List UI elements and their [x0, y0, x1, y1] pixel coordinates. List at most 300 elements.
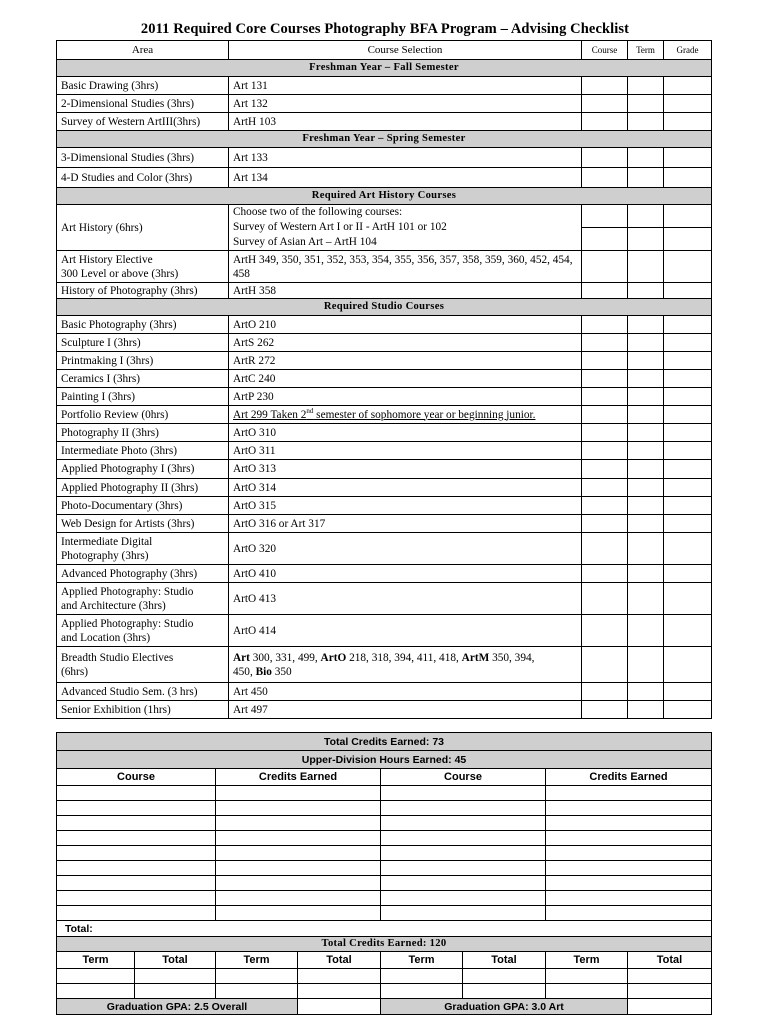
- grade-cell[interactable]: [664, 565, 712, 583]
- entry-cell[interactable]: [381, 969, 463, 984]
- course-numbers: 218, 318, 394, 411, 418,: [346, 651, 462, 664]
- course-row: [57, 77, 712, 95]
- course-row: [57, 168, 712, 188]
- course-cell: [229, 406, 582, 424]
- course-row: [57, 533, 712, 565]
- grade-cell[interactable]: [664, 683, 712, 701]
- course-row: [57, 316, 712, 334]
- entry-row: [57, 906, 712, 921]
- course-cell: ArtO 314: [229, 479, 582, 497]
- course-cell: ArtP 230: [229, 388, 582, 406]
- entry-row: [57, 801, 712, 816]
- grade-cell[interactable]: [664, 283, 712, 299]
- area-line: and Architecture (3hrs): [61, 599, 166, 612]
- course-row: [57, 615, 712, 647]
- course-check-cell[interactable]: [582, 406, 628, 424]
- area-cell: Applied Photography I (3hrs): [57, 460, 229, 479]
- course-row: [57, 583, 712, 615]
- course-check-cell[interactable]: [582, 251, 628, 283]
- entry-cell[interactable]: [463, 984, 546, 999]
- area-line: (6hrs): [61, 665, 88, 678]
- course-row: [57, 95, 712, 113]
- course-row: [57, 388, 712, 406]
- entry-row: [57, 786, 712, 801]
- course-row: [57, 406, 712, 424]
- entry-cell[interactable]: [57, 861, 216, 876]
- course-check-cell[interactable]: [582, 388, 628, 406]
- entry-cell[interactable]: [57, 876, 216, 891]
- term-col-header: Term: [216, 952, 298, 969]
- course-cell: ArtS 262: [229, 334, 582, 352]
- area-cell: Sculpture I (3hrs): [57, 334, 229, 352]
- course-row: [57, 370, 712, 388]
- area-cell: 2-Dimensional Studies (3hrs): [57, 95, 229, 113]
- grade-cell[interactable]: [664, 205, 712, 228]
- term-cell[interactable]: [628, 647, 664, 683]
- entry-cell[interactable]: [298, 969, 381, 984]
- area-line: and Location (3hrs): [61, 631, 151, 644]
- course-check-cell[interactable]: [582, 148, 628, 168]
- dept-code: Bio: [255, 665, 272, 678]
- entry-cell[interactable]: [546, 801, 712, 816]
- term-cell[interactable]: [628, 228, 664, 251]
- entry-row: [57, 861, 712, 876]
- area-cell: Basic Photography (3hrs): [57, 316, 229, 334]
- grade-cell[interactable]: [664, 388, 712, 406]
- term-col-header: Term: [57, 952, 135, 969]
- term-cell[interactable]: [628, 168, 664, 188]
- course-numbers: 300, 331, 499,: [249, 651, 321, 664]
- area-cell: History of Photography (3hrs): [57, 283, 229, 299]
- section-row: [57, 60, 712, 77]
- course-check-cell[interactable]: [582, 615, 628, 647]
- area-line: Breadth Studio Electives: [61, 651, 174, 664]
- course-check-cell[interactable]: [582, 316, 628, 334]
- total-col-header: Total: [628, 952, 712, 969]
- total-row: [57, 921, 712, 937]
- grade-cell[interactable]: [664, 533, 712, 565]
- course-row: [57, 113, 712, 131]
- course-check-cell[interactable]: [582, 533, 628, 565]
- area-cell: Painting I (3hrs): [57, 388, 229, 406]
- entry-cell[interactable]: [57, 786, 216, 801]
- area-cell: Photo-Documentary (3hrs): [57, 497, 229, 515]
- area-cell: Portfolio Review (0hrs): [57, 406, 229, 424]
- course-check-cell[interactable]: [582, 683, 628, 701]
- course-cell: Art 134: [229, 168, 582, 188]
- term-cell[interactable]: [628, 460, 664, 479]
- entry-row: [57, 846, 712, 861]
- course-row: [57, 148, 712, 168]
- area-cell: Basic Drawing (3hrs): [57, 77, 229, 95]
- entry-cell[interactable]: [546, 846, 712, 861]
- entry-cell[interactable]: [298, 984, 381, 999]
- course-row: [57, 205, 712, 228]
- area-header: Area: [57, 41, 229, 60]
- gpa-overall-value[interactable]: [298, 999, 381, 1015]
- grade-cell[interactable]: [664, 370, 712, 388]
- course-cell: Art 132: [229, 95, 582, 113]
- term-cell[interactable]: [628, 583, 664, 615]
- credits-col-header: Credits Earned: [546, 769, 712, 786]
- course-cell: Art 450: [229, 683, 582, 701]
- term-cell[interactable]: [628, 683, 664, 701]
- area-line: Art History Elective: [61, 253, 153, 266]
- course-check-cell[interactable]: [582, 460, 628, 479]
- grade-cell[interactable]: [664, 701, 712, 719]
- term-entry-row: [57, 969, 712, 984]
- section-studio-heading: Required Studio Courses: [57, 299, 712, 316]
- course-check-cell[interactable]: [582, 515, 628, 533]
- area-cell: Web Design for Artists (3hrs): [57, 515, 229, 533]
- page-title: 2011 Required Core Courses Photography BFA Program – Advising Checklist: [140, 21, 630, 37]
- term-cell[interactable]: [628, 352, 664, 370]
- term-cell[interactable]: [628, 388, 664, 406]
- entry-cell[interactable]: [57, 906, 216, 921]
- course-check-cell[interactable]: [582, 424, 628, 442]
- term-cell[interactable]: [628, 113, 664, 131]
- course-check-cell[interactable]: [582, 583, 628, 615]
- grade-cell[interactable]: [664, 442, 712, 460]
- entry-cell[interactable]: [57, 891, 216, 906]
- course-cell: ArtO 316 or Art 317: [229, 515, 582, 533]
- entry-cell[interactable]: [463, 969, 546, 984]
- course-cell: ArtO 311: [229, 442, 582, 460]
- course-row: [57, 334, 712, 352]
- area-line: Intermediate Digital: [61, 535, 153, 548]
- course-check-cell[interactable]: [582, 479, 628, 497]
- course-cell: ArtO 210: [229, 316, 582, 334]
- entry-row: [57, 816, 712, 831]
- grade-cell[interactable]: [664, 460, 712, 479]
- term-cell[interactable]: [628, 316, 664, 334]
- course-cell: ArtR 272: [229, 352, 582, 370]
- course-row: [57, 352, 712, 370]
- term-cell[interactable]: [628, 251, 664, 283]
- course-row: [57, 701, 712, 719]
- area-cell: 3-Dimensional Studies (3hrs): [57, 148, 229, 168]
- course-line: Survey of Western Art I or II - ArtH 101 or 102: [233, 221, 447, 233]
- course-row: [57, 497, 712, 515]
- course-check-cell[interactable]: [582, 113, 628, 131]
- term-cell[interactable]: [628, 533, 664, 565]
- term-header: Term: [628, 41, 664, 60]
- term-col-header: Term: [381, 952, 463, 969]
- portfolio-note: [233, 406, 536, 421]
- term-cell[interactable]: [628, 479, 664, 497]
- term-cell[interactable]: [628, 283, 664, 299]
- entry-cell[interactable]: [381, 876, 546, 891]
- area-cell: Intermediate Photo (3hrs): [57, 442, 229, 460]
- course-check-cell[interactable]: [582, 283, 628, 299]
- area-cell: Advanced Photography (3hrs): [57, 565, 229, 583]
- course-selection-header: Course Selection: [229, 41, 582, 60]
- grade-cell[interactable]: [664, 77, 712, 95]
- entry-cell[interactable]: [381, 801, 546, 816]
- entry-cell[interactable]: [216, 786, 381, 801]
- entry-cell[interactable]: [135, 984, 216, 999]
- total-label: Total:: [57, 921, 712, 937]
- entry-cell[interactable]: [628, 984, 712, 999]
- section-arthistory-heading: Required Art History Courses: [57, 188, 712, 205]
- grade-cell[interactable]: [664, 647, 712, 683]
- grade-cell[interactable]: [664, 95, 712, 113]
- total-credits-120: Total Credits Earned: 120: [57, 937, 712, 952]
- course-cell: ArtO 320: [229, 533, 582, 565]
- upper-division-header-row: [57, 769, 712, 786]
- entry-row: [57, 891, 712, 906]
- entry-cell[interactable]: [546, 816, 712, 831]
- dept-code: ArtO: [320, 651, 347, 664]
- term-cell[interactable]: [628, 565, 664, 583]
- term-cell[interactable]: [628, 701, 664, 719]
- entry-cell[interactable]: [216, 891, 381, 906]
- area-cell: Applied Photography II (3hrs): [57, 479, 229, 497]
- grade-cell[interactable]: [664, 424, 712, 442]
- area-line: Applied Photography: Studio: [61, 585, 194, 598]
- term-header-row: [57, 952, 712, 969]
- note-superscript: nd: [306, 406, 314, 415]
- course-row: [57, 479, 712, 497]
- entry-row: [57, 831, 712, 846]
- course-check-cell[interactable]: [582, 647, 628, 683]
- upper-division-hours: Upper-Division Hours Earned: 45: [57, 751, 712, 769]
- term-cell[interactable]: [628, 77, 664, 95]
- gpa-row: [57, 999, 712, 1015]
- entry-cell[interactable]: [546, 906, 712, 921]
- term-cell[interactable]: [628, 424, 664, 442]
- grade-cell[interactable]: [664, 497, 712, 515]
- grade-cell[interactable]: [664, 334, 712, 352]
- entry-cell[interactable]: [57, 831, 216, 846]
- grade-cell[interactable]: [664, 148, 712, 168]
- entry-cell[interactable]: [381, 984, 463, 999]
- entry-cell[interactable]: [546, 831, 712, 846]
- term-entry-row: [57, 984, 712, 999]
- entry-cell[interactable]: [546, 969, 628, 984]
- entry-cell[interactable]: [135, 969, 216, 984]
- area-cell: Advanced Studio Sem. (3 hrs): [57, 683, 229, 701]
- total-credits-row: [57, 733, 712, 751]
- grade-cell[interactable]: [664, 479, 712, 497]
- area-line: 300 Level or above (3hrs): [61, 267, 179, 280]
- course-cell: ArtH 349, 350, 351, 352, 353, 354, 355, 356, 357, 358, 359, 360, 452, 454, 458: [229, 251, 582, 283]
- course-line: Choose two of the following courses:: [233, 206, 403, 218]
- entry-cell[interactable]: [546, 876, 712, 891]
- entry-row: [57, 876, 712, 891]
- upper-division-row: [57, 751, 712, 769]
- course-cell: ArtO 414: [229, 615, 582, 647]
- area-cell: [57, 251, 229, 283]
- entry-cell[interactable]: [57, 801, 216, 816]
- term-col-header: Term: [546, 952, 628, 969]
- gpa-overall-label: Graduation GPA: 2.5 Overall: [57, 999, 298, 1015]
- course-cell: [229, 647, 582, 683]
- entry-cell[interactable]: [381, 831, 546, 846]
- course-check-cell[interactable]: [582, 334, 628, 352]
- dept-code: Art: [233, 651, 250, 664]
- term-cell[interactable]: [628, 95, 664, 113]
- course-checklist-table: [56, 40, 712, 719]
- course-row: [57, 460, 712, 479]
- course-row: [57, 442, 712, 460]
- grade-cell[interactable]: [664, 352, 712, 370]
- grade-cell[interactable]: [664, 316, 712, 334]
- grade-cell[interactable]: [664, 251, 712, 283]
- area-line: Applied Photography: Studio: [61, 617, 194, 630]
- area-cell: [57, 615, 229, 647]
- credits-summary-table: [56, 732, 712, 1015]
- note-part: semester of sophomore year or beginning junior.: [313, 408, 536, 421]
- entry-cell[interactable]: [546, 861, 712, 876]
- entry-cell[interactable]: [546, 891, 712, 906]
- grade-cell[interactable]: [664, 228, 712, 251]
- total-col-header: Total: [135, 952, 216, 969]
- grade-cell[interactable]: [664, 583, 712, 615]
- area-cell: Ceramics I (3hrs): [57, 370, 229, 388]
- entry-cell[interactable]: [628, 969, 712, 984]
- course-cell: ArtO 413: [229, 583, 582, 615]
- course-cell: ArtO 310: [229, 424, 582, 442]
- course-line: [233, 651, 577, 665]
- course-numbers: 450,: [233, 665, 256, 678]
- area-cell: [57, 533, 229, 565]
- course-row: [57, 283, 712, 299]
- grade-header: Grade: [664, 41, 712, 60]
- total-col-header: Total: [463, 952, 546, 969]
- course-header: Course: [582, 41, 628, 60]
- term-cell[interactable]: [628, 515, 664, 533]
- course-cell: ArtC 240: [229, 370, 582, 388]
- entry-cell[interactable]: [381, 861, 546, 876]
- course-check-cell[interactable]: [582, 497, 628, 515]
- area-cell: [57, 647, 229, 683]
- course-cell: ArtH 103: [229, 113, 582, 131]
- entry-cell[interactable]: [57, 984, 135, 999]
- course-line: Survey of Asian Art – ArtH 104: [233, 236, 377, 248]
- course-cell: ArtO 313: [229, 460, 582, 479]
- entry-cell[interactable]: [57, 969, 135, 984]
- header-row: [57, 41, 712, 60]
- credits-col-header: Credits Earned: [216, 769, 381, 786]
- area-cell: [57, 583, 229, 615]
- section-row: [57, 188, 712, 205]
- course-cell: ArtO 410: [229, 565, 582, 583]
- entry-cell[interactable]: [216, 984, 298, 999]
- grade-cell[interactable]: [664, 168, 712, 188]
- term-cell[interactable]: [628, 205, 664, 228]
- course-cell: ArtH 358: [229, 283, 582, 299]
- term-cell[interactable]: [628, 406, 664, 424]
- course-check-cell[interactable]: [582, 370, 628, 388]
- course-row: [57, 515, 712, 533]
- entry-cell[interactable]: [216, 801, 381, 816]
- entry-cell[interactable]: [216, 876, 381, 891]
- course-cell: Art 133: [229, 148, 582, 168]
- course-row: [57, 683, 712, 701]
- entry-cell[interactable]: [381, 816, 546, 831]
- grade-cell[interactable]: [664, 113, 712, 131]
- section-row: [57, 131, 712, 148]
- course-check-cell[interactable]: [582, 168, 628, 188]
- section-spring-heading: Freshman Year – Spring Semester: [57, 131, 712, 148]
- entry-cell[interactable]: [57, 816, 216, 831]
- course-cell: Art 131: [229, 77, 582, 95]
- course-cell: [229, 205, 582, 251]
- area-cell: Photography II (3hrs): [57, 424, 229, 442]
- total-credits-120-row: [57, 937, 712, 952]
- course-numbers: 350: [271, 665, 292, 678]
- gpa-art-label: Graduation GPA: 3.0 Art: [381, 999, 628, 1015]
- course-row: [57, 647, 712, 683]
- course-cell: Art 497: [229, 701, 582, 719]
- course-check-cell[interactable]: [582, 228, 628, 251]
- term-cell[interactable]: [628, 148, 664, 168]
- total-credits-73: Total Credits Earned: 73: [57, 733, 712, 751]
- entry-cell[interactable]: [381, 891, 546, 906]
- term-cell[interactable]: [628, 497, 664, 515]
- course-line: [233, 665, 577, 679]
- entry-cell[interactable]: [546, 786, 712, 801]
- course-row: [57, 251, 712, 283]
- section-row: [57, 299, 712, 316]
- entry-cell[interactable]: [381, 906, 546, 921]
- course-cell: ArtO 315: [229, 497, 582, 515]
- area-cell: Survey of Western ArtIII(3hrs): [57, 113, 229, 131]
- term-cell[interactable]: [628, 334, 664, 352]
- term-cell[interactable]: [628, 442, 664, 460]
- entry-cell[interactable]: [216, 861, 381, 876]
- course-check-cell[interactable]: [582, 701, 628, 719]
- course-row: [57, 424, 712, 442]
- area-line: Photography (3hrs): [61, 549, 149, 562]
- term-cell[interactable]: [628, 615, 664, 647]
- course-col-header: Course: [381, 769, 546, 786]
- course-check-cell[interactable]: [582, 77, 628, 95]
- entry-cell[interactable]: [381, 846, 546, 861]
- entry-cell[interactable]: [216, 846, 381, 861]
- course-col-header: Course: [57, 769, 216, 786]
- course-row: [57, 565, 712, 583]
- grade-cell[interactable]: [664, 406, 712, 424]
- course-check-cell[interactable]: [582, 565, 628, 583]
- entry-cell[interactable]: [57, 846, 216, 861]
- entry-cell[interactable]: [216, 816, 381, 831]
- course-check-cell[interactable]: [582, 205, 628, 228]
- section-fall-heading: Freshman Year – Fall Semester: [57, 60, 712, 77]
- gpa-art-value[interactable]: [628, 999, 712, 1015]
- entry-cell[interactable]: [216, 969, 298, 984]
- entry-cell[interactable]: [381, 786, 546, 801]
- dept-code: ArtM: [461, 651, 490, 664]
- course-check-cell[interactable]: [582, 352, 628, 370]
- area-cell: 4-D Studies and Color (3hrs): [57, 168, 229, 188]
- entry-cell[interactable]: [216, 831, 381, 846]
- note-part: Art 299 Taken 2: [233, 408, 307, 421]
- total-col-header: Total: [298, 952, 381, 969]
- area-cell: Senior Exhibition (1hrs): [57, 701, 229, 719]
- area-cell: Printmaking I (3hrs): [57, 352, 229, 370]
- course-numbers: 350, 394,: [489, 651, 535, 664]
- term-cell[interactable]: [628, 370, 664, 388]
- entry-cell[interactable]: [546, 984, 628, 999]
- entry-cell[interactable]: [216, 906, 381, 921]
- grade-cell[interactable]: [664, 515, 712, 533]
- grade-cell[interactable]: [664, 615, 712, 647]
- course-check-cell[interactable]: [582, 442, 628, 460]
- course-check-cell[interactable]: [582, 95, 628, 113]
- area-cell: Art History (6hrs): [57, 205, 229, 251]
